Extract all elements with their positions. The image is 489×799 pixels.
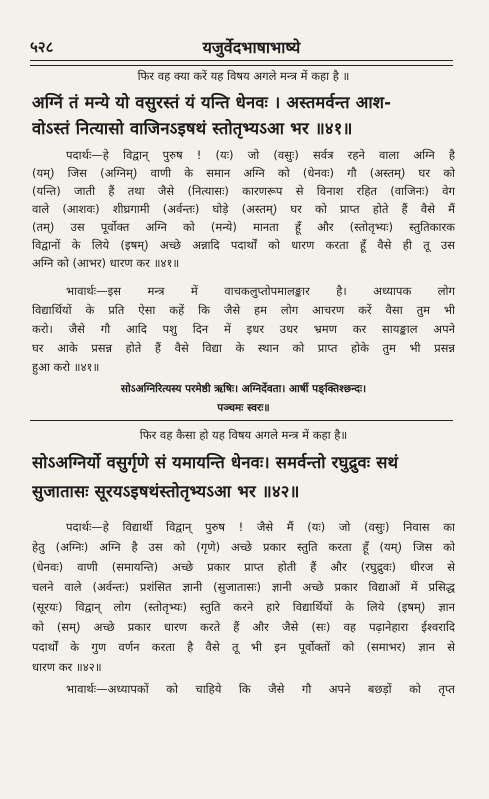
header-rule (30, 60, 453, 66)
verse-41-intro: फिर वह क्या करें यह विषय अगले मन्त्र में कहा है ॥ (137, 69, 350, 83)
section-rule (30, 420, 453, 421)
verse-42-padartha-line: (सूरयः) विद्वान् लोग (स्तोतृभ्यः) स्तुति करने हारे विद्यार्थियों के लिये (इषम्) ज्ञान (32, 600, 455, 614)
verse-41-meta-line-1: सोऽअग्निरित्यस्य परमेष्ठी ऋषिः। अग्निर्देवता। आर्षी पङ्क्तिश्छन्दः। (120, 383, 367, 395)
verse-42-padartha-line: पदार्थः—हे विद्यार्थी विद्वान् पुरुष ! जैसे मैं (यः) जो (वसुः) निवास का (66, 520, 455, 534)
verse-42-padartha-line: धारण कर ॥४२॥ (32, 660, 102, 674)
verse-42-bhavartha-line: भावार्थः—अध्यापकों को चाहिये कि जैसे गौ अपने बछड़ों को तृप्त (66, 682, 455, 696)
verse-42-padartha-line: को (सम्) अच्छे प्रकार धारण करते हैं और जैसे (सः) वह पढ़ानेहारा ईश्वरादि (32, 620, 455, 634)
verse-41-mantra-line-2: वोऽस्तं नित्यासो वाजिनऽइषथं स्तोतृभ्यऽआ भर ॥४१॥ (32, 119, 353, 138)
verse-42-padartha-line: पदार्थों के गुण वर्णन करता है वैसे तू भी इन पूर्वोक्तों को (समाभर) ज्ञान से (32, 640, 455, 654)
verse-41-mantra-line-1: अग्निं तं मन्ये यो वसुरस्तं यं यन्ति धेनवः । अस्तमर्वन्त आश- (32, 93, 392, 112)
verse-41-bhavartha-line: विद्यार्थियों के प्रति ऐसा कहें कि जैसे हम लोग आचरण करें वैसा तुम भी (32, 303, 455, 317)
page-number: ५२८ (30, 38, 54, 56)
page-header (30, 36, 453, 58)
verse-41-padartha-line: विद्वानों के लिये (इषम्) अच्छे अन्नादि पदार्थों को धारण करता हूँ वैसे ही तू उस (32, 238, 455, 252)
verse-41-bhavartha-line: घर आके प्रसन्न होते हैं वैसे विद्या के स्थान को प्राप्त होके तुम भी प्रसन्न (32, 341, 455, 355)
verse-41-bhavartha-line: भावार्थः—इस मन्त्र में वाचकलुप्तोपमालङ्कार है। अध्यापक लोग (66, 284, 455, 298)
verse-42-mantra-line-2: सुजातासः सूरयऽइषथंस्तोतृभ्यऽआ भर ॥४२॥ (32, 482, 300, 501)
verse-41-padartha-line: (तम्) उस पूर्वोक्त अग्नि को (मन्ये) मानता हूँ और (स्तोतृभ्यः) स्तुतिकारक (32, 220, 455, 234)
verse-41-padartha-line: अग्नि को (आभर) धारण कर ॥४१॥ (32, 256, 180, 270)
verse-41-padartha-line: (यम्) जिस (अग्निम्) वाणी के समान अग्नि को (धेनवः) गौ (अस्तम्) घर को (32, 166, 455, 180)
verse-41-bhavartha-line: करो। जैसे गौ आदि पशु दिन में इधर उधर भ्रमण कर सायङ्काल अपने (32, 322, 455, 336)
running-title: यजुर्वेदभाषाभाष्ये (202, 38, 301, 57)
verse-42-mantra-line-1: सोऽअग्निर्यो वसुर्गृणे सं यमायन्ति धेनवः। समर्वन्तो रघुद्रुवः सथं (32, 453, 399, 472)
verse-41-padartha-line: पदार्थः—हे विद्वान् पुरुष ! (यः) जो (वसुः) सर्वत्र रहने वाला अग्नि है (66, 148, 455, 162)
verse-42-padartha-line: (धेनवः) वाणी (समायन्ति) अच्छे प्रकार प्राप्त होती हैं और (रघुद्रुवः) धीरज से (32, 560, 455, 574)
verse-41-meta-line-2: पञ्चमः स्वरः॥ (217, 402, 270, 414)
verse-42-padartha-line: चलने वाले (अर्वन्तः) प्रशंसित ज्ञानी (सुजातासः) ज्ञानी अच्छे प्रकार विद्याओं में प्रसिद्ध (32, 580, 455, 594)
verse-41-padartha-line: (यन्ति) जाती हैं तथा जैसे (नित्यासः) कारणरूप से विनाश रहित (वाजिनः) वेग (32, 184, 455, 198)
verse-42-padartha-line: हेतु (अग्निः) अग्नि है उस को (गृणे) अच्छे प्रकार स्तुति करता हूँ (यम्) जिस को (32, 540, 455, 554)
verse-41-bhavartha-line: हुआ करो ॥४१॥ (32, 360, 100, 374)
verse-41-padartha-line: वाले (आशवः) शीघ्रगामी (अर्वन्तः) घोड़े (अस्तम्) घर को प्राप्त होते हैं वैसे मैं (32, 202, 455, 216)
verse-42-intro: फिर वह कैसा हो यह विषय अगले मन्त्र में कहा है॥ (139, 428, 348, 442)
